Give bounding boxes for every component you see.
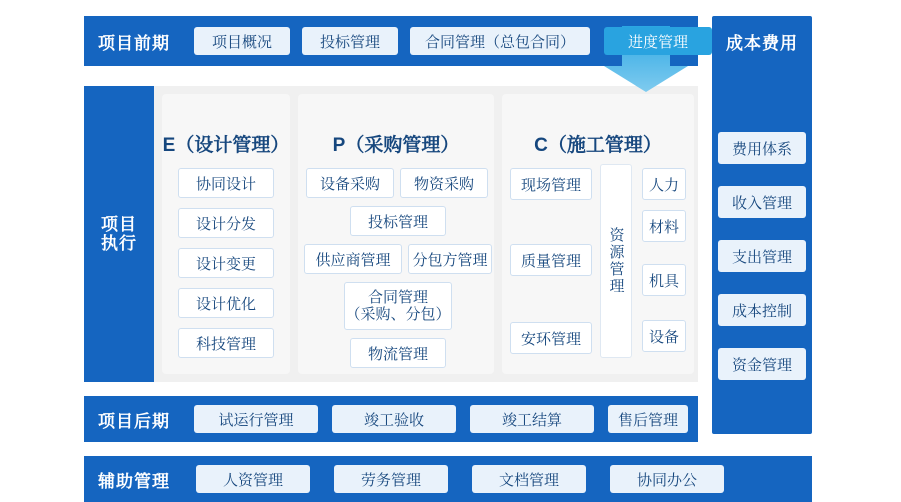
contract-line1: 合同管理 xyxy=(367,288,428,306)
chip-design-change[interactable]: 设计变更 xyxy=(178,248,274,278)
chip-safety-environment-management[interactable]: 安环管理 xyxy=(510,322,592,354)
card-construction-management xyxy=(502,94,694,374)
card-procurement-heading: P（采购管理） xyxy=(332,135,460,156)
chip-hr-management[interactable]: 人资管理 xyxy=(196,465,310,493)
chip-completion-settlement[interactable]: 竣工结算 xyxy=(470,405,594,433)
chip-machinery[interactable]: 机具 xyxy=(642,264,686,296)
chip-resource-management[interactable]: 资源管理 xyxy=(600,164,632,358)
chip-income-management[interactable]: 收入管理 xyxy=(718,186,806,218)
chip-bidding-management-p[interactable]: 投标管理 xyxy=(350,206,446,236)
chip-expense-management[interactable]: 支出管理 xyxy=(718,240,806,272)
chip-contract-management-general[interactable]: 合同管理（总包合同） xyxy=(410,27,590,55)
chip-cost-system[interactable]: 费用体系 xyxy=(718,132,806,164)
execution-title-line2: 执行 xyxy=(101,234,137,253)
chip-equipment-procurement[interactable]: 设备采购 xyxy=(306,168,394,198)
chip-completion-acceptance[interactable]: 竣工验收 xyxy=(332,405,456,433)
card-construction-heading: C（施工管理） xyxy=(534,135,662,156)
chip-after-sales-management[interactable]: 售后管理 xyxy=(608,405,688,433)
chip-progress-management[interactable]: 进度管理 xyxy=(604,27,712,55)
chip-site-management[interactable]: 现场管理 xyxy=(510,168,592,200)
chip-supplier-management[interactable]: 供应商管理 xyxy=(304,244,402,274)
cost-column-title: 成本费用 xyxy=(726,33,798,53)
chip-document-management[interactable]: 文档管理 xyxy=(472,465,586,493)
execution-title-line1: 项目 xyxy=(101,214,137,234)
auxiliary-bar xyxy=(84,456,812,502)
chip-logistics-management[interactable]: 物流管理 xyxy=(350,338,446,368)
contract-line2: （采购、分包） xyxy=(345,306,451,323)
chip-labor-management[interactable]: 劳务管理 xyxy=(334,465,448,493)
chip-manpower[interactable]: 人力 xyxy=(642,168,686,200)
execution-title xyxy=(84,86,154,382)
pre-project-title: 项目前期 xyxy=(98,33,170,53)
chip-subcontractor-management[interactable]: 分包方管理 xyxy=(408,244,492,274)
chip-materials[interactable]: 材料 xyxy=(642,210,686,242)
chip-technology-management[interactable]: 科技管理 xyxy=(178,328,274,358)
card-design-heading: E（设计管理） xyxy=(162,135,290,156)
chip-collaborative-office[interactable]: 协同办公 xyxy=(610,465,724,493)
chip-design-optimization[interactable]: 设计优化 xyxy=(178,288,274,318)
chip-design-distribution[interactable]: 设计分发 xyxy=(178,208,274,238)
chip-material-procurement[interactable]: 物资采购 xyxy=(400,168,488,198)
chip-collaborative-design[interactable]: 协同设计 xyxy=(178,168,274,198)
chip-contract-management-procurement[interactable] xyxy=(344,282,452,330)
chip-bidding-management[interactable]: 投标管理 xyxy=(302,27,398,55)
chip-equipment[interactable]: 设备 xyxy=(642,320,686,352)
chip-cost-control[interactable]: 成本控制 xyxy=(718,294,806,326)
chip-fund-management[interactable]: 资金管理 xyxy=(718,348,806,380)
auxiliary-title: 辅助管理 xyxy=(98,471,170,491)
post-project-title: 项目后期 xyxy=(98,411,170,431)
post-project-bar xyxy=(84,396,698,442)
pre-project-bar xyxy=(84,16,698,66)
chip-trial-operation-management[interactable]: 试运行管理 xyxy=(194,405,318,433)
card-design-management xyxy=(162,94,290,374)
card-procurement-management xyxy=(298,94,494,374)
chip-quality-management[interactable]: 质量管理 xyxy=(510,244,592,276)
chip-project-overview[interactable]: 项目概况 xyxy=(194,27,290,55)
